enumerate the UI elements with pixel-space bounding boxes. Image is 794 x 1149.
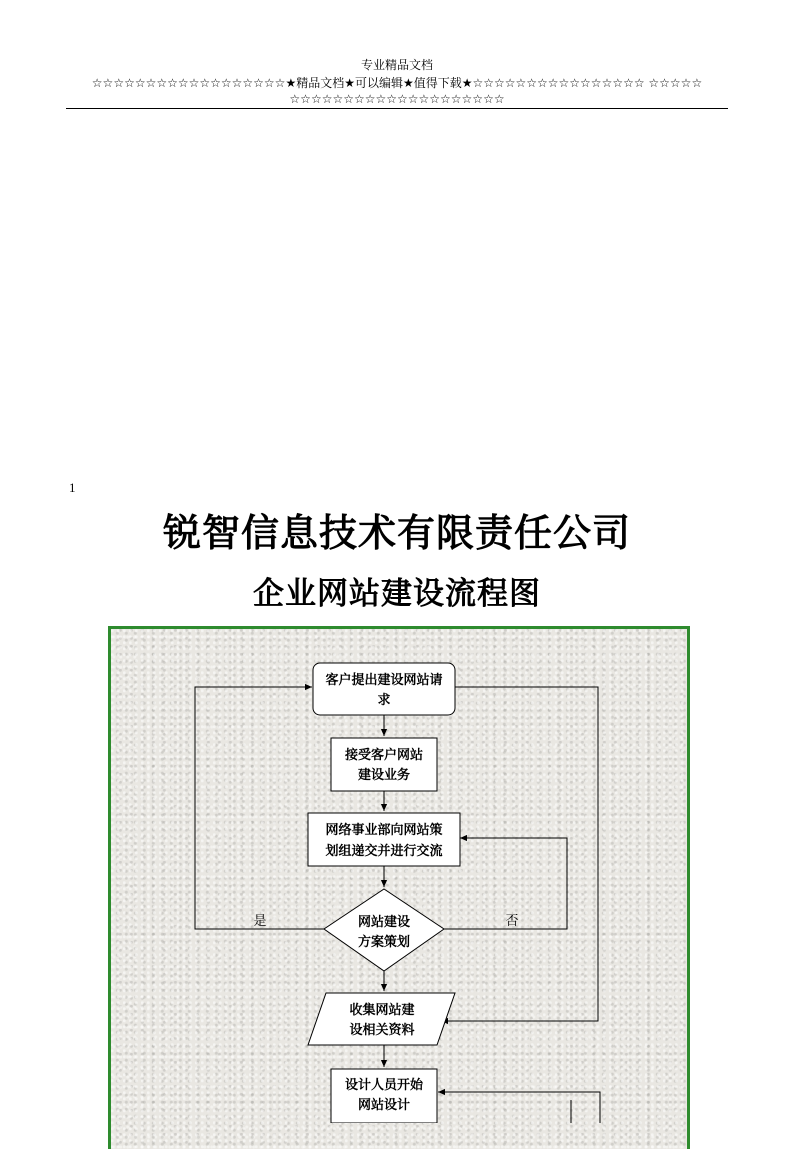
company-title: 锐智信息技术有限责任公司	[162, 511, 631, 555]
branch-yes-label: 是	[253, 914, 267, 929]
node-start-design-line1: 设计人员开始	[344, 1078, 424, 1093]
design-feedback-line-outer	[438, 1092, 600, 1123]
node-collect-materials-line2: 设相关资料	[349, 1023, 415, 1038]
page-number: 1	[69, 480, 76, 495]
branch-no-label: 否	[505, 914, 519, 929]
node-collect-materials	[308, 993, 455, 1045]
node-plan-decision-line2: 方案策划	[357, 935, 411, 950]
node-start-design	[331, 1069, 437, 1123]
node-client-request	[313, 663, 455, 715]
header-title: 专业精品文档	[360, 58, 433, 72]
node-plan-decision-line1: 网站建设	[357, 915, 411, 930]
node-accept-business	[331, 738, 437, 791]
node-collect-materials-line1: 收集网站建	[349, 1003, 415, 1018]
flowchart-title: 企业网站建设流程图	[253, 576, 541, 612]
node-submit-planning	[308, 813, 460, 866]
node-submit-planning-line2: 划组递交并进行交流	[325, 844, 443, 859]
header-stars-line: ☆☆☆☆☆☆☆☆☆☆☆☆☆☆☆☆☆☆☆☆	[289, 92, 505, 106]
header-stars-banner: ☆☆☆☆☆☆☆☆☆☆☆☆☆☆☆☆☆☆★精品文档★可以编辑★值得下载★☆☆☆☆☆☆☆☆☆☆☆☆☆☆☆☆ ☆☆☆☆☆	[91, 76, 703, 90]
node-client-request-line2: 求	[377, 693, 391, 708]
right-bypass-line	[441, 687, 598, 1021]
node-plan-decision	[324, 889, 444, 971]
node-accept-business-line1: 接受客户网站	[344, 748, 424, 763]
node-client-request-line1: 客户提出建设网站请	[325, 673, 443, 688]
node-start-design-line2: 网站设计	[357, 1098, 411, 1113]
node-submit-planning-line1: 网络事业部向网站策	[325, 823, 443, 838]
node-accept-business-line2: 建设业务	[357, 768, 411, 783]
yes-loop-line	[195, 687, 324, 929]
